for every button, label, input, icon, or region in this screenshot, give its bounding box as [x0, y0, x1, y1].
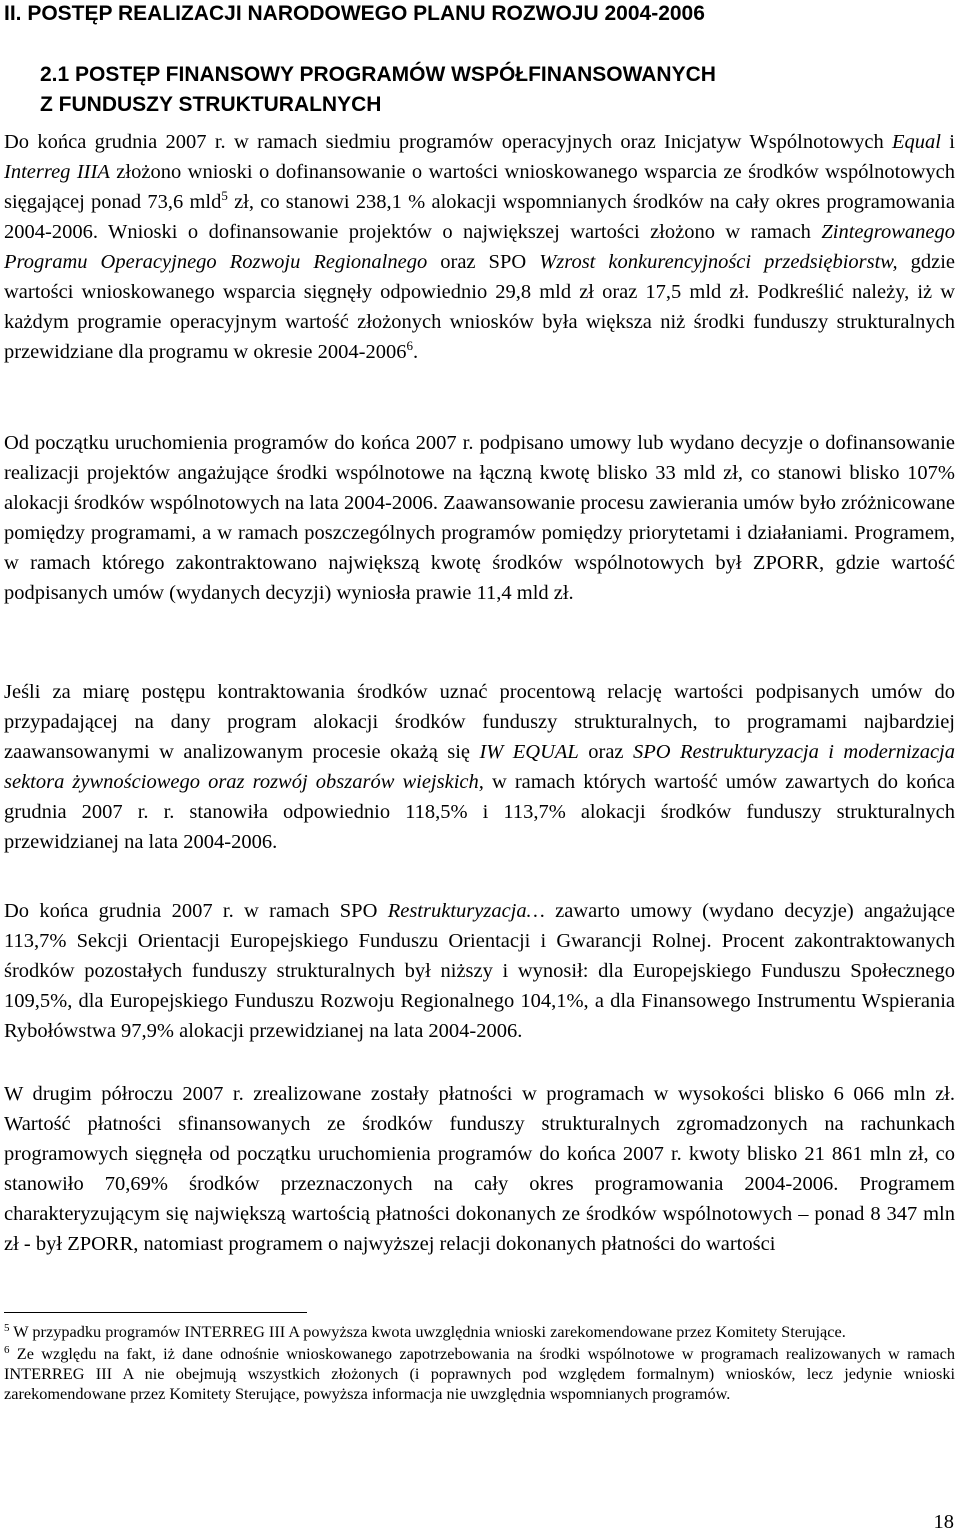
program-name-italic: Restrukturyzacja…: [387, 900, 545, 922]
footnotes: [4, 1322, 955, 1406]
footnote-mark: 6: [4, 1343, 10, 1356]
paragraph-text: w ramach których wartość umów zawartych do końca grudnia 2007 r. r. stanowiła odpowiednio 118,5% i 113,7% alokacji środków funduszy strukturalnych przewidzianej na lata 2004-2006.: [4, 771, 955, 853]
section-heading: II. POSTĘP REALIZACJI NARODOWEGO PLANU ROZWOJU 2004-2006: [4, 2, 705, 25]
program-name-italic: SPO Restrukturyzacja i modernizacja sektora żywnościowego oraz rozwój obszarów wiejskich,: [4, 741, 955, 793]
paragraph-contracting-progress: [4, 677, 955, 857]
paragraph-text: Jeśli za miarę postępu kontraktowania środków uznać procentową relację wartości podpisanych umów do przypadającej na dany program alokacji środków funduszy strukturalnych, to programami najbardziej zaawansowanymi w analizowanym procesie okażą się: [4, 681, 955, 763]
paragraph-text: oraz SPO: [427, 251, 540, 273]
paragraph-text: gdzie wartości wnioskowanego wsparcia sięgnęły odpowiednio 29,8 mld zł oraz 17,5 mld zł. Podkreślić należy, iż w każdym programie operacyjnym wartość złożonych wniosków była większa niż środki funduszy strukturalnych przewidziane dla programu w okresie 2004-2006: [4, 251, 955, 363]
paragraph-applications: [4, 127, 955, 367]
footnote-reference-5[interactable]: 5: [221, 188, 228, 204]
footnote-separator: [4, 1312, 307, 1313]
subsection-heading-line-1: 2.1 POSTĘP FINANSOWY PROGRAMÓW WSPÓŁFINANSOWANYCH: [40, 63, 716, 86]
footnote-text: W przypadku programów INTERREG III A powyższa kwota uwzględnia wnioski zarekomendowane przez Komitety Sterujące.: [9, 1322, 846, 1341]
subsection-heading-line-2: Z FUNDUSZY STRUKTURALNYCH: [40, 93, 382, 116]
paragraph-text: .: [412, 341, 419, 363]
footnote-text: Ze względu na fakt, iż dane odnośnie wnioskowanego zapotrzebowania na środki wspólnotowe w programach realizowanych w ramach INTERREG III A nie obejmują wszystkich złożonych (i poprawnych pod względem formalnym) wniosków, lecz jedynie wnioski zarekomendowane przez Komitety Sterujące, powyższa informacja nie uwzględnia wspomnianych programów.: [4, 1344, 955, 1403]
program-name-italic: Wzrost konkurencyjności przedsiębiorstw,: [539, 251, 898, 273]
paragraph-text: złożono wnioski o dofinansowanie o wartości wnioskowanego wsparcia ze środków wspólnotowych sięgającej ponad 73,6 mld: [4, 161, 955, 213]
program-name-italic: IW EQUAL: [479, 741, 579, 763]
program-name-italic: Interreg IIIA: [4, 161, 110, 183]
program-name-italic: Zintegrowanego Programu Operacyjnego Rozwoju Regionalnego: [4, 221, 955, 273]
page-number: 18: [933, 1511, 954, 1533]
footnote-6: [4, 1344, 955, 1404]
paragraph-spo-restructuring: [4, 896, 955, 1046]
subsection-heading: [40, 60, 716, 120]
paragraph-text: zł, co stanowi 238,1 % alokacji wspomnianych środków na cały okres programowania 2004-2006. Wnioski o dofinansowanie projektów o największej wartości złożono w ramach: [4, 191, 955, 243]
paragraph-payments: W drugim półroczu 2007 r. zrealizowane zostały płatności w programach w wysokości blisko 6 066 mln zł. Wartość płatności sfinansowanych ze środków funduszy strukturalnych zgromadzonych na rachunkach programowych sięgnęła od początku uruchomienia programów do końca 2007 r. kwoty blisko 21 861 mln zł, co stanowiło 70,69% środków przeznaczonych na cały okres programowania 2004-2006. Programem charakteryzującym się największą wartością płatności dokonanych ze środków wspólnotowych – ponad 8 347 mln zł - był ZPORR, natomiast programem o najwyższej relacji dokonanych płatności do wartości: [4, 1083, 955, 1255]
paragraph-contracts: Od początku uruchomienia programów do końca 2007 r. podpisano umowy lub wydano decyzje o dofinansowanie realizacji projektów angażujące środki wspólnotowe na łączną kwotę blisko 33 mld zł, co stanowi blisko 107% alokacji środków wspólnotowych na lata 2004-2006. Zaawansowanie procesu zawierania umów było zróżnicowane pomiędzy programami, a w ramach poszczególnych programów pomiędzy priorytetami i działaniami. Programem, w ramach którego zakontraktowano największą kwotę środków wspólnotowych był ZPORR, gdzie wartość podpisanych umów (wydanych decyzji) wyniosła prawie 11,4 mld zł.: [4, 432, 955, 604]
footnote-mark: 5: [4, 1321, 10, 1334]
paragraph-text: Do końca grudnia 2007 r. w ramach siedmiu programów operacyjnych oraz Inicjatyw Wspólnotowych: [4, 131, 893, 153]
paragraph-text: oraz: [578, 741, 633, 763]
program-name-italic: Equal: [892, 131, 941, 153]
paragraph-text: Do końca grudnia 2007 r. w ramach SPO: [4, 900, 388, 922]
paragraph-text: i: [941, 131, 955, 153]
footnote-5: [4, 1322, 955, 1342]
footnote-reference-6[interactable]: 6: [406, 338, 413, 354]
paragraph-text: zawarto umowy (wydano decyzje) angażujące 113,7% Sekcji Orientacji Europejskiego Funduszu Orientacji i Gwarancji Rolnej. Procent zakontraktowanych środków pozostałych funduszy strukturalnych był niższy i wynosił: dla Europejskiego Funduszu Społecznego 109,5%, dla Europejskiego Funduszu Rozwoju Regionalnego 104,1%, a dla Finansowego Instrumentu Wspierania Rybołówstwa 97,9% alokacji przewidzianej na lata 2004-2006.: [4, 900, 955, 1042]
